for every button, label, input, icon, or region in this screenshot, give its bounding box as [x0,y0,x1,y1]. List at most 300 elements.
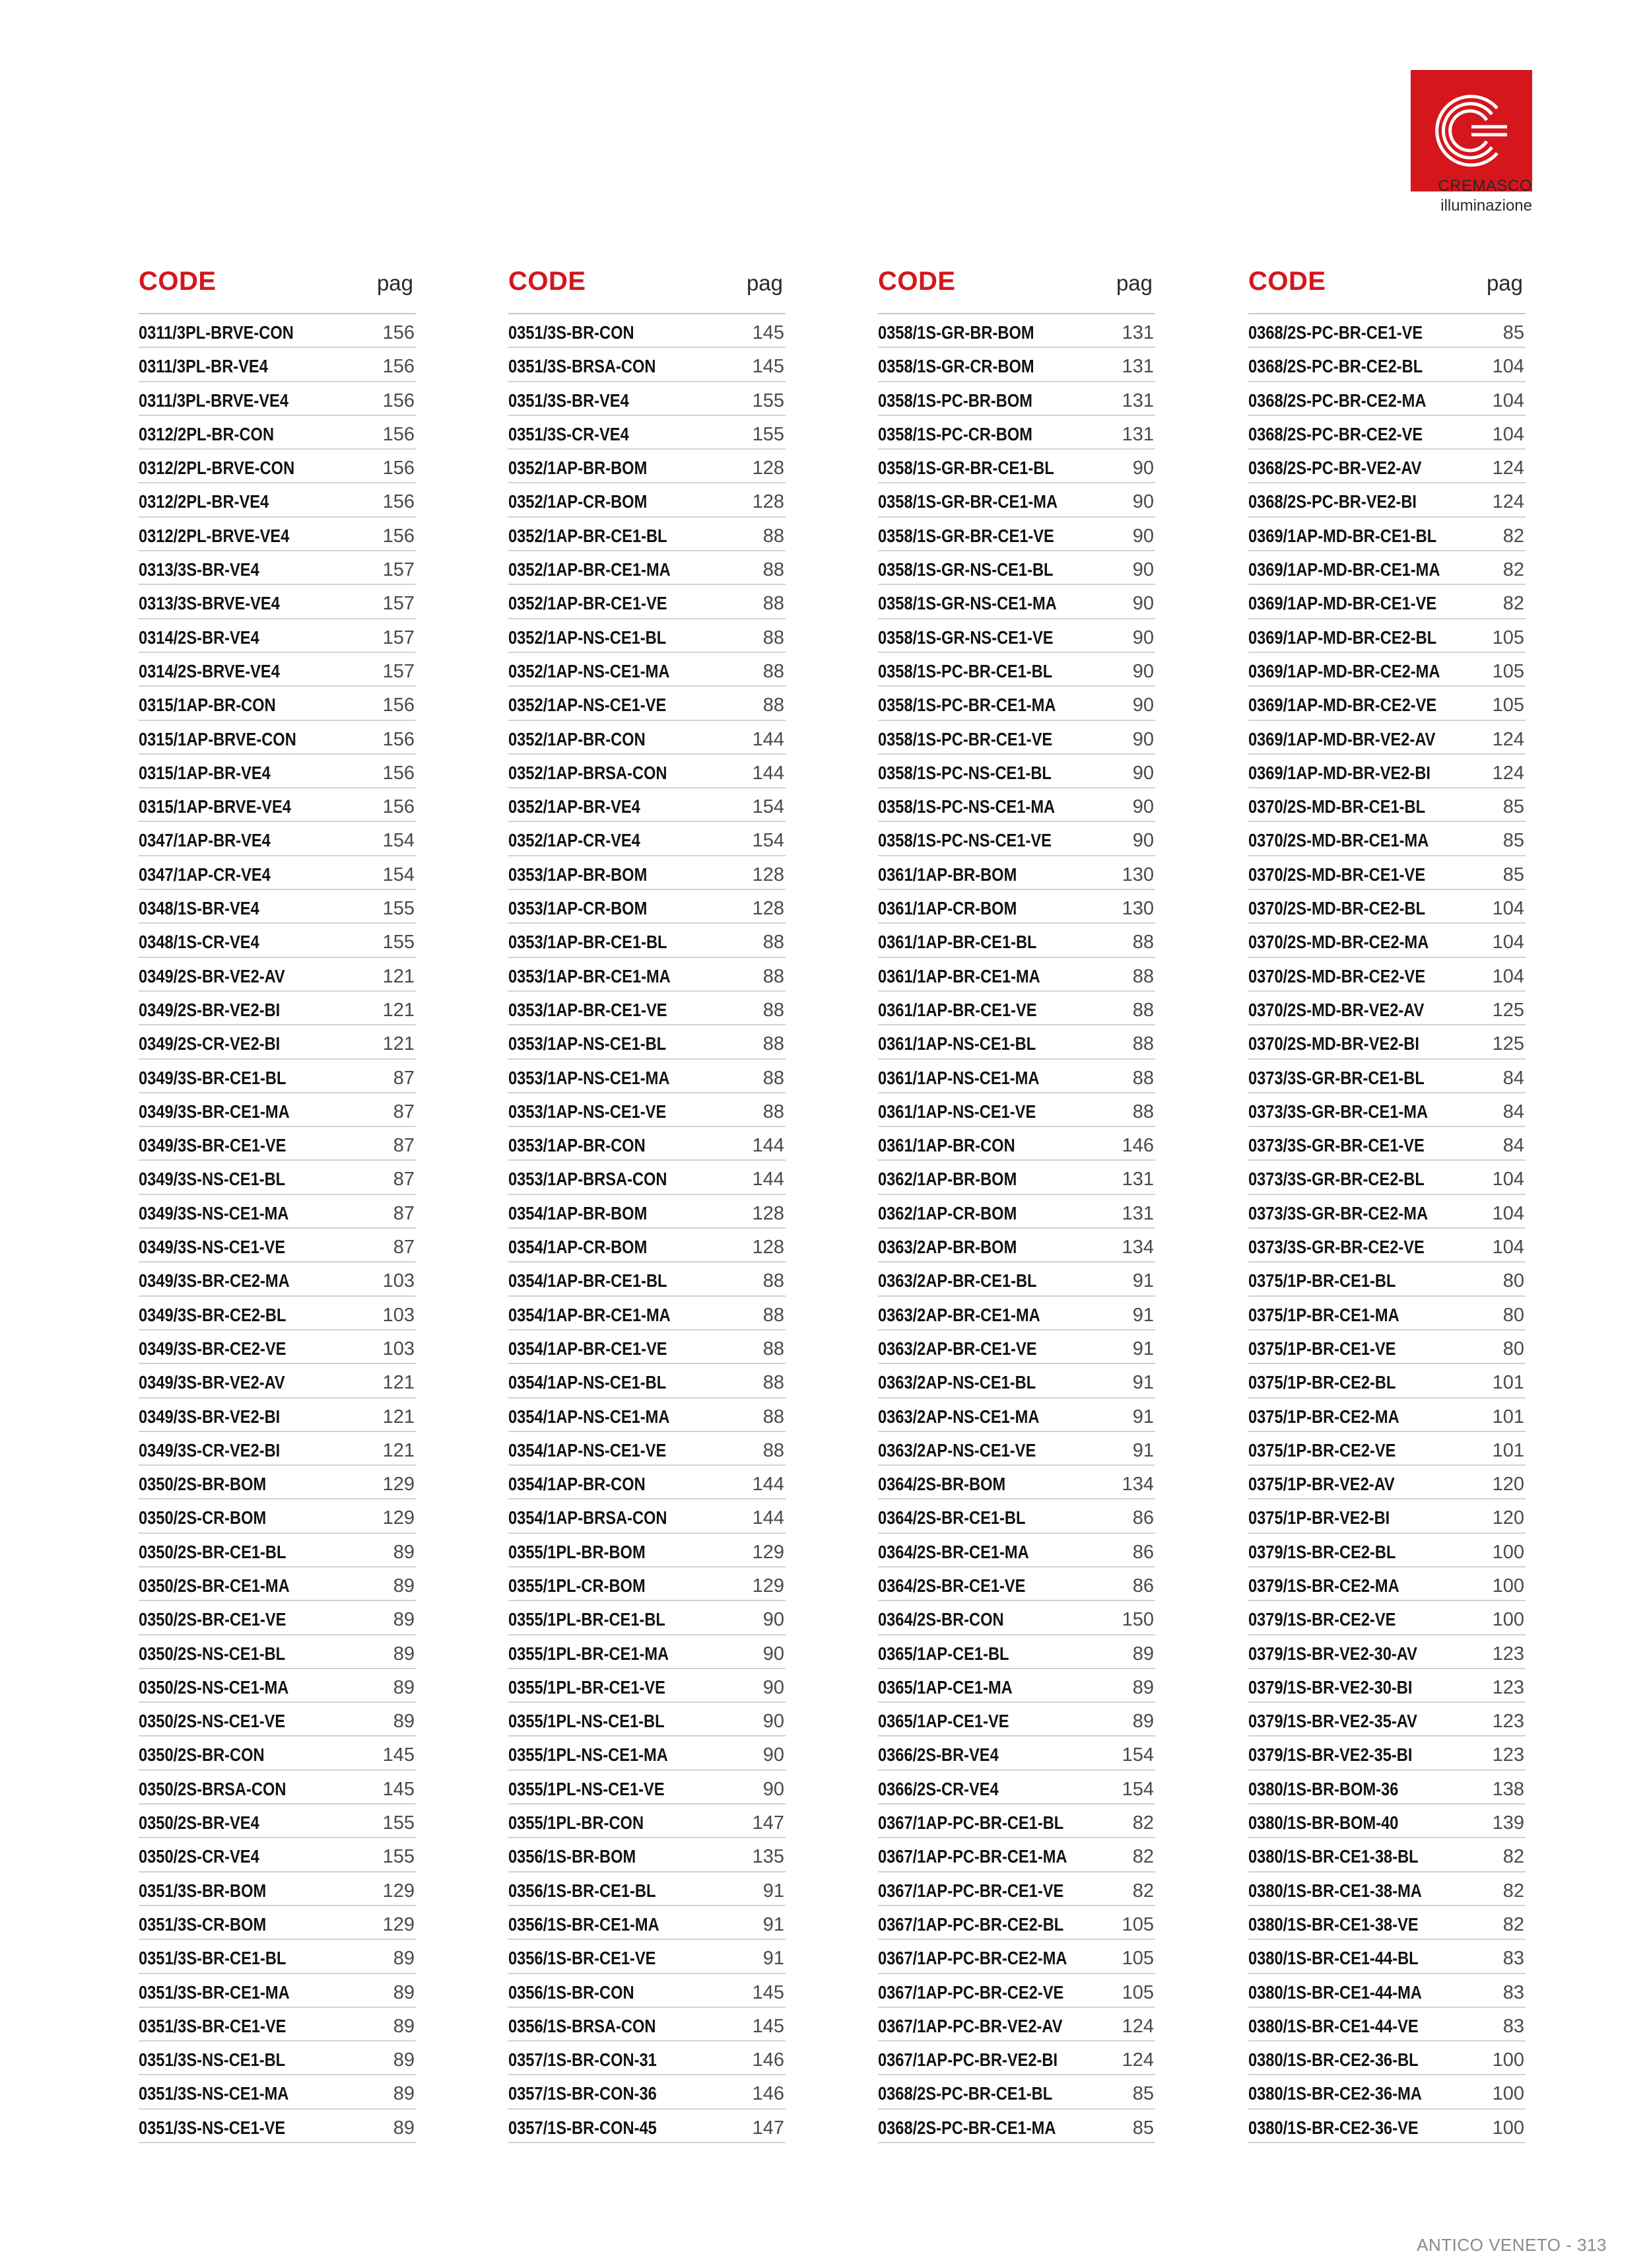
page-number: 89 [393,2049,415,2071]
product-code: 0351/3S-NS-CE1-BL [139,2049,286,2071]
product-code: 0367/1AP-PC-BR-CE1-VE [878,1880,1064,1901]
table-row [508,755,786,788]
product-code: 0347/1AP-CR-VE4 [139,864,271,885]
table-row [1248,1669,1526,1703]
product-code: 0361/1AP-BR-CE1-BL [878,932,1037,953]
table-row [139,1330,416,1364]
table-row [139,1060,416,1093]
product-code: 0351/3S-BR-VE4 [508,390,629,411]
table-row [508,585,786,619]
product-code: 0356/1S-BRSA-CON [508,2015,656,2036]
table-row [139,450,416,483]
page-number: 104 [1492,1169,1524,1190]
table-row [1248,1262,1526,1296]
table-row [139,687,416,720]
header-pag-label: pag [1486,271,1523,295]
page-number: 104 [1492,1202,1524,1224]
table-row [1248,1297,1526,1330]
table-row [139,585,416,619]
product-code: 0358/1S-PC-NS-CE1-MA [878,796,1056,817]
product-code: 0351/3S-BR-CON [508,322,634,343]
product-code: 0375/1P-BR-CE2-BL [1248,1372,1396,1393]
page-number: 104 [1492,965,1524,987]
page-number: 104 [1492,390,1524,411]
product-code: 0315/1AP-BRVE-CON [139,728,296,749]
product-code: 0355/1PL-BR-BOM [508,1541,646,1562]
page-number: 89 [393,2015,415,2037]
table-row [1248,1060,1526,1093]
page-number: 124 [1122,2015,1154,2037]
table-row [508,687,786,720]
page-number: 147 [752,1812,784,1834]
page-number: 154 [752,796,784,818]
product-code: 0364/2S-BR-CE1-MA [878,1541,1029,1562]
product-code: 0365/1AP-CE1-VE [878,1711,1009,1732]
page-number: 121 [382,1033,415,1055]
page-number: 88 [762,1270,784,1292]
page-number: 90 [762,1676,784,1698]
table-row [878,1771,1155,1804]
page-number: 156 [382,796,415,818]
page-number: 104 [1492,1237,1524,1258]
table-row [1248,1703,1526,1736]
table-row [139,1127,416,1161]
page-number: 88 [1132,999,1154,1021]
table-row [508,924,786,957]
product-code: 0373/3S-GR-BR-CE2-BL [1248,1169,1425,1190]
product-code: 0358/1S-PC-BR-CE1-BL [878,660,1053,681]
page-number: 128 [752,1202,784,1224]
table-row [508,856,786,890]
product-code: 0354/1AP-BR-BOM [508,1202,648,1223]
table-row [139,1906,416,1940]
product-code: 0352/1AP-BR-VE4 [508,796,640,817]
page-number: 90 [1132,728,1154,750]
product-code: 0356/1S-BR-CON [508,1981,634,2003]
table-row [508,1262,786,1296]
column-header [508,258,786,314]
table-row [1248,1364,1526,1398]
product-code: 0350/2S-NS-CE1-BL [139,1643,286,1664]
product-code: 0350/2S-BR-VE4 [139,1812,259,1834]
table-row [1248,382,1526,416]
product-code: 0358/1S-PC-NS-CE1-BL [878,762,1052,783]
page-number: 86 [1132,1507,1154,1529]
page-number: 90 [1132,796,1154,818]
table-row [878,1195,1155,1229]
product-code: 0357/1S-BR-CON-36 [508,2083,657,2104]
page-number: 82 [1502,593,1524,615]
table-row [508,721,786,755]
page-number: 90 [762,1778,784,1800]
table-row [508,1534,786,1567]
table-row [508,1398,786,1432]
page-number: 121 [382,1406,415,1427]
product-code: 0358/1S-GR-BR-CE1-MA [878,491,1058,512]
product-code: 0367/1AP-PC-BR-CE2-VE [878,1981,1064,2003]
page-number: 85 [1502,796,1524,818]
table-row [508,1025,786,1059]
product-code: 0367/1AP-PC-BR-VE2-BI [878,2049,1058,2071]
page-number: 157 [382,660,415,682]
table-row [508,1635,786,1669]
product-code: 0358/1S-PC-CR-BOM [878,423,1032,444]
page-number: 91 [762,1948,784,1970]
product-code: 0380/1S-BR-CE1-44-MA [1248,1981,1422,2003]
table-row [508,1974,786,2008]
product-code: 0363/2AP-BR-BOM [878,1237,1017,1258]
product-code: 0354/1AP-BR-CE1-BL [508,1270,667,1291]
product-code: 0379/1S-BR-VE2-35-AV [1248,1711,1417,1732]
product-code: 0355/1PL-BR-CON [508,1812,644,1834]
page-number: 138 [1492,1778,1524,1800]
product-code: 0375/1P-BR-CE2-MA [1248,1406,1399,1427]
table-row [508,1229,786,1262]
table-row [1248,1906,1526,1940]
page-number: 90 [1132,593,1154,615]
page-number: 82 [1502,1913,1524,1935]
product-code: 0356/1S-BR-CE1-MA [508,1913,659,1935]
product-code: 0364/2S-BR-CON [878,1609,1004,1630]
cremasco-logo-icon [1411,70,1532,191]
table-row [1248,1534,1526,1567]
product-code: 0349/2S-BR-VE2-AV [139,965,285,986]
page-number: 156 [382,458,415,479]
table-row [1248,1127,1526,1161]
page-number: 85 [1502,322,1524,343]
product-code: 0365/1AP-CE1-BL [878,1643,1009,1664]
table-row [1248,416,1526,450]
product-code: 0375/1P-BR-CE2-VE [1248,1439,1396,1460]
page-number: 87 [393,1237,415,1258]
page-number: 124 [1492,728,1524,750]
table-row [139,551,416,585]
page-number: 131 [1122,1169,1154,1190]
page-number: 154 [1122,1778,1154,1800]
table-row [1248,1195,1526,1229]
page-number: 129 [382,1474,415,1495]
product-code: 0380/1S-BR-CE2-36-VE [1248,2117,1419,2138]
table-row [878,551,1155,585]
table-row [139,348,416,382]
table-row [508,348,786,382]
product-code: 0349/3S-BR-VE2-BI [139,1406,281,1427]
product-code: 0311/3PL-BRVE-VE4 [139,390,288,411]
page-number: 124 [1492,491,1524,513]
product-code: 0349/3S-BR-CE1-VE [139,1135,286,1156]
table-row [139,1771,416,1804]
product-code: 0361/1AP-BR-CE1-MA [878,965,1040,986]
table-row [508,1195,786,1229]
table-row [508,450,786,483]
table-row [878,992,1155,1025]
table-row [508,958,786,992]
product-code: 0357/1S-BR-CON-45 [508,2117,657,2138]
table-row [878,2110,1155,2143]
product-code: 0370/2S-MD-BR-CE1-MA [1248,830,1429,851]
table-row [139,1736,416,1770]
table-row [139,1499,416,1533]
page-number: 129 [382,1913,415,1935]
page-number: 100 [1492,1609,1524,1631]
table-row [508,551,786,585]
product-code: 0380/1S-BR-BOM-40 [1248,1812,1399,1834]
page-number: 105 [1492,660,1524,682]
product-code: 0351/3S-BR-CE1-BL [139,1948,286,1969]
table-row [878,1601,1155,1635]
product-code: 0369/1AP-MD-BR-VE2-AV [1248,728,1436,749]
page-number: 156 [382,728,415,750]
table-row [508,992,786,1025]
product-code: 0368/2S-PC-BR-CE2-MA [1248,390,1427,411]
page-number: 90 [1132,660,1154,682]
table-row [508,1771,786,1804]
table-row [1248,721,1526,755]
product-code: 0370/2S-MD-BR-VE2-AV [1248,999,1425,1020]
product-code: 0361/1AP-NS-CE1-MA [878,1067,1040,1088]
table-row [1248,653,1526,687]
product-code: 0363/2AP-BR-CE1-VE [878,1338,1037,1359]
page-number: 123 [1492,1744,1524,1766]
table-row [878,518,1155,551]
product-code: 0361/1AP-NS-CE1-VE [878,1101,1036,1122]
page-number: 88 [762,627,784,648]
table-row [878,2042,1155,2075]
page-number: 105 [1122,1981,1154,2003]
product-code: 0349/3S-NS-CE1-BL [139,1169,286,1190]
table-row [878,1534,1155,1567]
table-row [139,1398,416,1432]
product-code: 0351/3S-BR-BOM [139,1880,267,1901]
product-code: 0349/3S-BR-CE2-BL [139,1304,286,1325]
product-code: 0355/1PL-BR-CE1-VE [508,1676,665,1698]
page-number: 156 [382,356,415,378]
product-code: 0361/1AP-BR-BOM [878,864,1017,885]
page-number: 128 [752,1237,784,1258]
page-number: 146 [752,2083,784,2105]
page-number: 155 [382,898,415,920]
product-code: 0369/1AP-MD-BR-CE2-VE [1248,695,1437,716]
page-number: 100 [1492,2117,1524,2139]
table-row [508,1432,786,1466]
table-row [139,619,416,653]
page-number: 105 [1492,695,1524,716]
page-number: 105 [1492,627,1524,648]
product-code: 0350/2S-NS-CE1-VE [139,1711,286,1732]
product-code: 0375/1P-BR-VE2-AV [1248,1474,1395,1495]
product-code: 0349/3S-BR-CE2-MA [139,1270,290,1291]
table-row [878,1093,1155,1127]
table-row [878,1703,1155,1736]
page-number: 145 [752,356,784,378]
table-row [878,958,1155,992]
product-code: 0354/1AP-NS-CE1-VE [508,1439,667,1460]
page-number: 88 [762,559,784,581]
page-number: 157 [382,559,415,581]
table-row [139,1635,416,1669]
code-column-1 [139,258,416,2143]
product-code: 0355/1PL-BR-CE1-BL [508,1609,665,1630]
page-footer: ANTICO VENETO - 313 [1417,2235,1607,2255]
page-number: 88 [762,932,784,953]
product-code: 0357/1S-BR-CON-31 [508,2049,657,2071]
table-row [1248,1093,1526,1127]
page-number: 131 [1122,356,1154,378]
page-number: 90 [1132,559,1154,581]
table-row [508,1093,786,1127]
page-number: 155 [752,390,784,411]
table-row [508,314,786,348]
product-code: 0369/1AP-MD-BR-VE2-BI [1248,762,1430,783]
page-number: 123 [1492,1643,1524,1665]
table-row [878,450,1155,483]
page-number: 90 [762,1643,784,1665]
table-row [1248,1567,1526,1601]
page-number: 145 [752,2015,784,2037]
product-code: 0355/1PL-BR-CE1-MA [508,1643,669,1664]
page-number: 134 [1122,1237,1154,1258]
product-code: 0364/2S-BR-BOM [878,1474,1006,1495]
table-row [1248,687,1526,720]
page-number: 88 [1132,1101,1154,1122]
table-row [878,1499,1155,1533]
product-code: 0369/1AP-MD-BR-CE1-BL [1248,525,1437,546]
product-code: 0356/1S-BR-BOM [508,1846,636,1867]
table-row [878,1432,1155,1466]
table-row [878,585,1155,619]
page-number: 89 [393,1711,415,1733]
product-code: 0354/1AP-NS-CE1-MA [508,1406,670,1427]
page-number: 129 [752,1541,784,1563]
table-row [139,1229,416,1262]
product-code: 0349/3S-BR-CE1-MA [139,1101,290,1122]
product-code: 0349/3S-BR-CE2-VE [139,1338,286,1359]
table-row [1248,1025,1526,1059]
product-code: 0379/1S-BR-CE2-BL [1248,1541,1396,1562]
page-number: 147 [752,2117,784,2139]
product-code: 0369/1AP-MD-BR-CE1-VE [1248,593,1437,614]
page-number: 130 [1122,864,1154,885]
page-number: 89 [393,2117,415,2139]
product-code: 0350/2S-BR-BOM [139,1474,267,1495]
page-number: 82 [1132,1846,1154,1868]
page-number: 124 [1122,2049,1154,2071]
table-row [1248,1601,1526,1635]
page-number: 90 [1132,458,1154,479]
table-row [878,416,1155,450]
page-number: 90 [762,1711,784,1733]
product-code: 0349/3S-NS-CE1-VE [139,1237,286,1258]
product-code: 0349/3S-CR-VE2-BI [139,1439,281,1460]
product-code: 0352/1AP-BR-CE1-BL [508,525,667,546]
product-code: 0354/1AP-BR-CE1-MA [508,1304,671,1325]
page-number: 89 [393,1609,415,1631]
page-number: 144 [752,1507,784,1529]
table-row [139,992,416,1025]
table-row [508,518,786,551]
table-row [139,1093,416,1127]
product-code: 0350/2S-BR-CE1-BL [139,1541,286,1562]
code-column-3 [878,258,1155,2143]
product-code: 0350/2S-CR-BOM [139,1507,267,1529]
table-row [878,653,1155,687]
page-number: 144 [752,1169,784,1190]
product-code: 0373/3S-GR-BR-CE2-VE [1248,1237,1425,1258]
page-number: 131 [1122,322,1154,343]
page-number: 129 [752,1575,784,1597]
table-row [508,1703,786,1736]
page-number: 121 [382,1372,415,1394]
page-number: 144 [752,762,784,784]
page-number: 104 [1492,898,1524,920]
product-code: 0368/2S-PC-BR-CE2-BL [1248,356,1423,377]
page-number: 103 [382,1338,415,1359]
table-row [508,1364,786,1398]
page-number: 84 [1502,1135,1524,1157]
table-row [508,1838,786,1872]
product-code: 0368/2S-PC-BR-CE1-BL [878,2083,1053,2104]
page-number: 88 [762,1304,784,1326]
table-row [878,1297,1155,1330]
page-number: 100 [1492,1575,1524,1597]
header-pag-label: pag [376,271,413,295]
product-code: 0354/1AP-CR-BOM [508,1237,648,1258]
table-row [878,2008,1155,2042]
page-number: 89 [1132,1643,1154,1665]
product-code: 0380/1S-BR-CE1-44-BL [1248,1948,1419,1969]
table-row [508,1906,786,1940]
product-code: 0358/1S-GR-NS-CE1-MA [878,593,1057,614]
product-code: 0380/1S-BR-CE2-36-BL [1248,2049,1419,2071]
header-pag-label: pag [1116,271,1153,295]
product-code: 0380/1S-BR-CE1-38-BL [1248,1846,1419,1867]
product-code: 0350/2S-NS-CE1-MA [139,1676,289,1698]
page-number: 89 [393,1676,415,1698]
code-column-2 [508,258,786,2143]
table-row [139,1297,416,1330]
product-code: 0351/3S-CR-BOM [139,1913,267,1935]
page-number: 90 [1132,695,1154,716]
page-number: 146 [1122,1135,1154,1157]
product-code: 0373/3S-GR-BR-CE2-MA [1248,1202,1429,1223]
product-code: 0370/2S-MD-BR-CE1-BL [1248,796,1426,817]
page-number: 156 [382,525,415,547]
header-code-label: CODE [508,267,586,296]
table-row [878,1940,1155,1974]
product-code: 0379/1S-BR-VE2-30-BI [1248,1676,1413,1698]
table-row [878,1635,1155,1669]
product-code: 0367/1AP-PC-BR-VE2-AV [878,2015,1063,2036]
page-number: 88 [762,593,784,615]
table-row [1248,619,1526,653]
page-number: 90 [1132,491,1154,513]
product-code: 0351/3S-BRSA-CON [508,356,656,377]
page-number: 85 [1132,2117,1154,2139]
page-number: 154 [1122,1744,1154,1766]
product-code: 0366/2S-CR-VE4 [878,1778,999,1799]
product-code: 0355/1PL-CR-BOM [508,1575,646,1596]
table-row [508,1567,786,1601]
page-number: 134 [1122,1474,1154,1495]
product-code: 0353/1AP-BR-CE1-VE [508,999,667,1020]
page-number: 89 [1132,1711,1154,1733]
page-number: 89 [1132,1676,1154,1698]
page-number: 88 [762,525,784,547]
product-code: 0352/1AP-NS-CE1-BL [508,627,667,648]
product-code: 0379/1S-BR-VE2-30-AV [1248,1643,1417,1664]
page-number: 83 [1502,1981,1524,2003]
table-row [878,1669,1155,1703]
